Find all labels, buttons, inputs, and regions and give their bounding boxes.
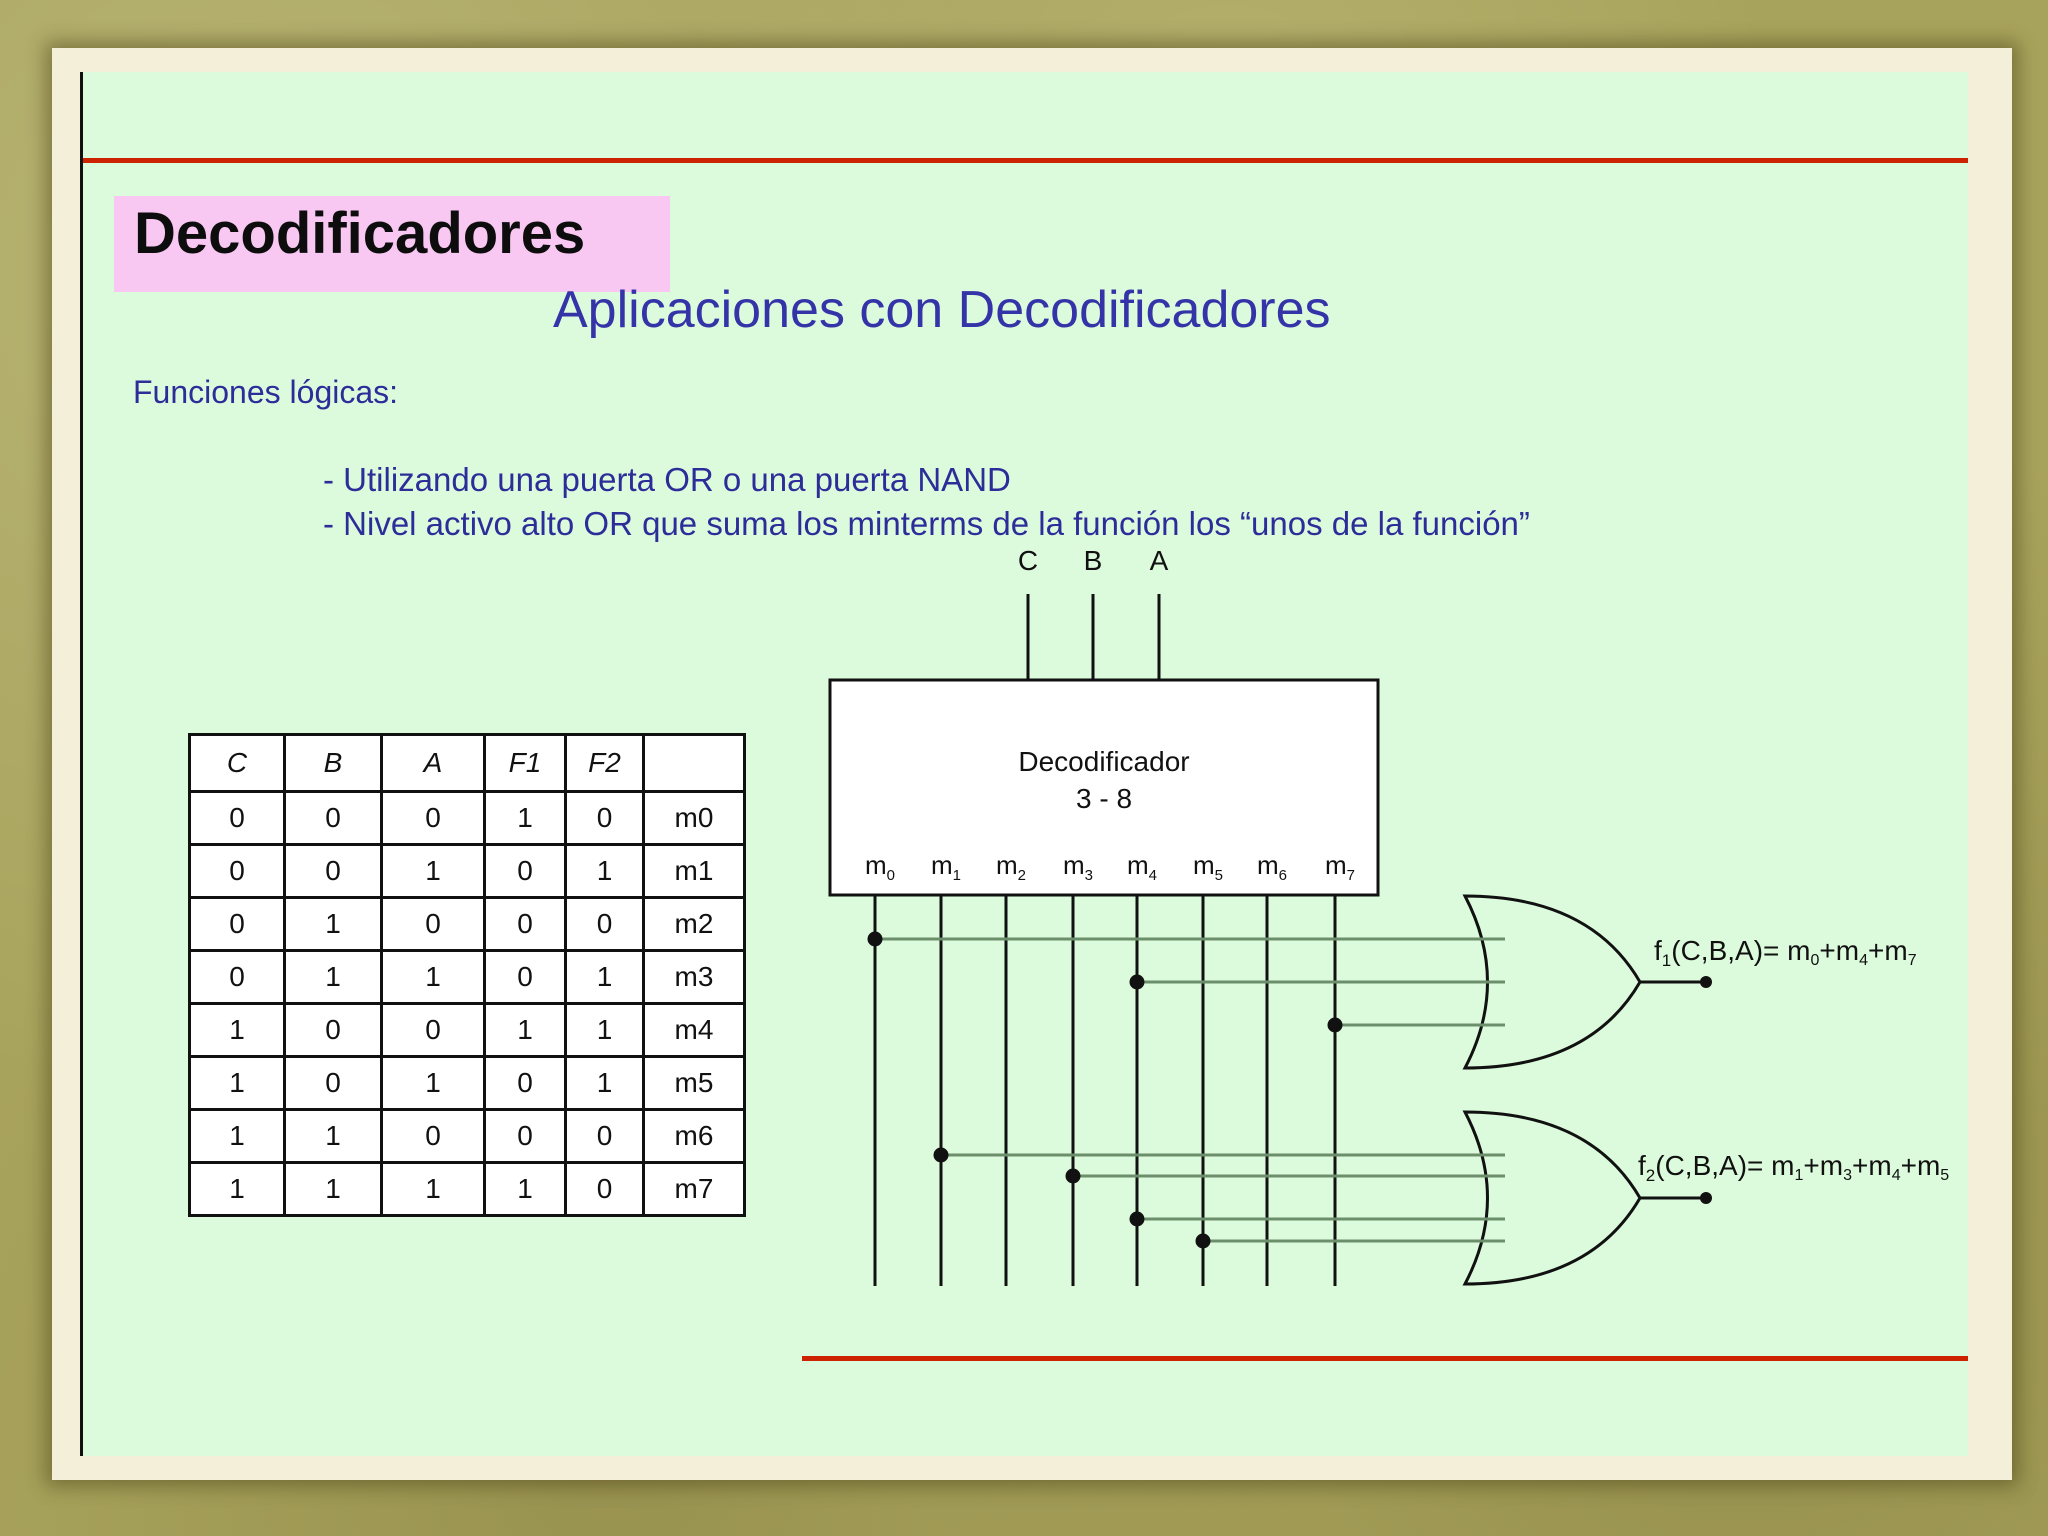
decoder-output-label: $m_4$ — [1127, 850, 1158, 884]
header-cell: F2 — [566, 735, 644, 792]
output-node-f2 — [1700, 1192, 1712, 1204]
minterm-cell: m2 — [644, 898, 745, 951]
table-cell: 0 — [485, 898, 566, 951]
input-label-a: A — [1149, 545, 1169, 576]
table-cell: 1 — [382, 845, 485, 898]
table-cell: 0 — [485, 845, 566, 898]
header-cell: F1 — [485, 735, 566, 792]
table-cell: 1 — [190, 1110, 285, 1163]
table-cell: 0 — [190, 845, 285, 898]
decoder-output-label: $m_7$ — [1325, 850, 1356, 884]
minterm-cell: m5 — [644, 1057, 745, 1110]
input-label-c: C — [1017, 545, 1039, 576]
table-cell: 0 — [285, 792, 382, 845]
junction-dot — [1197, 1235, 1209, 1247]
table-cell: 0 — [485, 951, 566, 1004]
decoder-output-label: $m_0$ — [865, 850, 896, 884]
header-cell: C — [190, 735, 285, 792]
minterm-cell: m6 — [644, 1110, 745, 1163]
table-cell: 1 — [190, 1163, 285, 1216]
junction-dot — [935, 1149, 947, 1161]
table-cell: 1 — [566, 1057, 644, 1110]
minterm-cell: m7 — [644, 1163, 745, 1216]
minterm-cell: m4 — [644, 1004, 745, 1057]
table-cell: 0 — [382, 1004, 485, 1057]
decoder-size: 3 - 8 — [1075, 783, 1133, 814]
decoder-label: Decodificador — [1018, 746, 1190, 777]
table-cell: 1 — [285, 1110, 382, 1163]
table-cell: 0 — [190, 898, 285, 951]
table-cell: 0 — [190, 951, 285, 1004]
slide-subtitle: Aplicaciones con Decodificadores — [553, 281, 1331, 339]
table-cell: 1 — [566, 951, 644, 1004]
table-cell: 1 — [285, 1163, 382, 1216]
decoder-output-label: $m_5$ — [1193, 850, 1224, 884]
junction-dot — [1067, 1170, 1079, 1182]
table-cell: 0 — [382, 898, 485, 951]
table-cell: 0 — [285, 1004, 382, 1057]
table-cell: 1 — [382, 951, 485, 1004]
table-cell: 1 — [566, 1004, 644, 1057]
decoder-output-label: $m_1$ — [931, 850, 962, 884]
junction-dot — [1131, 1213, 1143, 1225]
bullet-item: - Nivel activo alto OR que suma los minterms de la función los “unos de la función” — [323, 505, 1530, 542]
table-cell: 0 — [382, 792, 485, 845]
junction-dot — [1131, 976, 1143, 988]
table-cell: 1 — [485, 792, 566, 845]
table-cell: 0 — [285, 1057, 382, 1110]
output-node-f1 — [1700, 976, 1712, 988]
f1-label: $f_1(C,B,A)= m0+m4+m7$ — [1654, 935, 1917, 970]
table-cell: 0 — [485, 1057, 566, 1110]
minterm-cell: m3 — [644, 951, 745, 1004]
minterm-cell: m0 — [644, 792, 745, 845]
table-cell: 1 — [382, 1163, 485, 1216]
header-cell: B — [285, 735, 382, 792]
table-cell: 0 — [566, 898, 644, 951]
junction-dot — [1329, 1019, 1341, 1031]
table-cell: 0 — [566, 1163, 644, 1216]
header-cell: A — [382, 735, 485, 792]
table-cell: 1 — [190, 1004, 285, 1057]
table-cell: 1 — [566, 845, 644, 898]
table-cell: 1 — [485, 1163, 566, 1216]
decoder-output-label: $m_6$ — [1257, 850, 1288, 884]
table-cell: 1 — [285, 898, 382, 951]
table-cell: 0 — [382, 1110, 485, 1163]
f2-label: $f_2(C,B,A)= m1+m3+m4+m5$ — [1638, 1150, 1950, 1185]
minterm-cell: m1 — [644, 845, 745, 898]
table-cell: 0 — [285, 845, 382, 898]
section-heading: Funciones lógicas: — [133, 374, 399, 410]
junction-dot — [869, 933, 881, 945]
table-cell: 0 — [566, 792, 644, 845]
decoder-output-label: $m_3$ — [1063, 850, 1094, 884]
bullet-item: - Utilizando una puerta OR o una puerta NAND — [323, 461, 1011, 498]
table-cell: 1 — [285, 951, 382, 1004]
decoder-output-label: $m_2$ — [996, 850, 1027, 884]
or-gate-f2 — [1465, 1112, 1640, 1284]
table-cell: 1 — [485, 1004, 566, 1057]
input-label-b: B — [1083, 545, 1103, 576]
table-cell: 0 — [566, 1110, 644, 1163]
slide-title: Decodificadores — [134, 201, 586, 266]
table-cell: 0 — [190, 792, 285, 845]
table-cell: 1 — [190, 1057, 285, 1110]
table-cell: 1 — [382, 1057, 485, 1110]
table-cell: 0 — [485, 1110, 566, 1163]
